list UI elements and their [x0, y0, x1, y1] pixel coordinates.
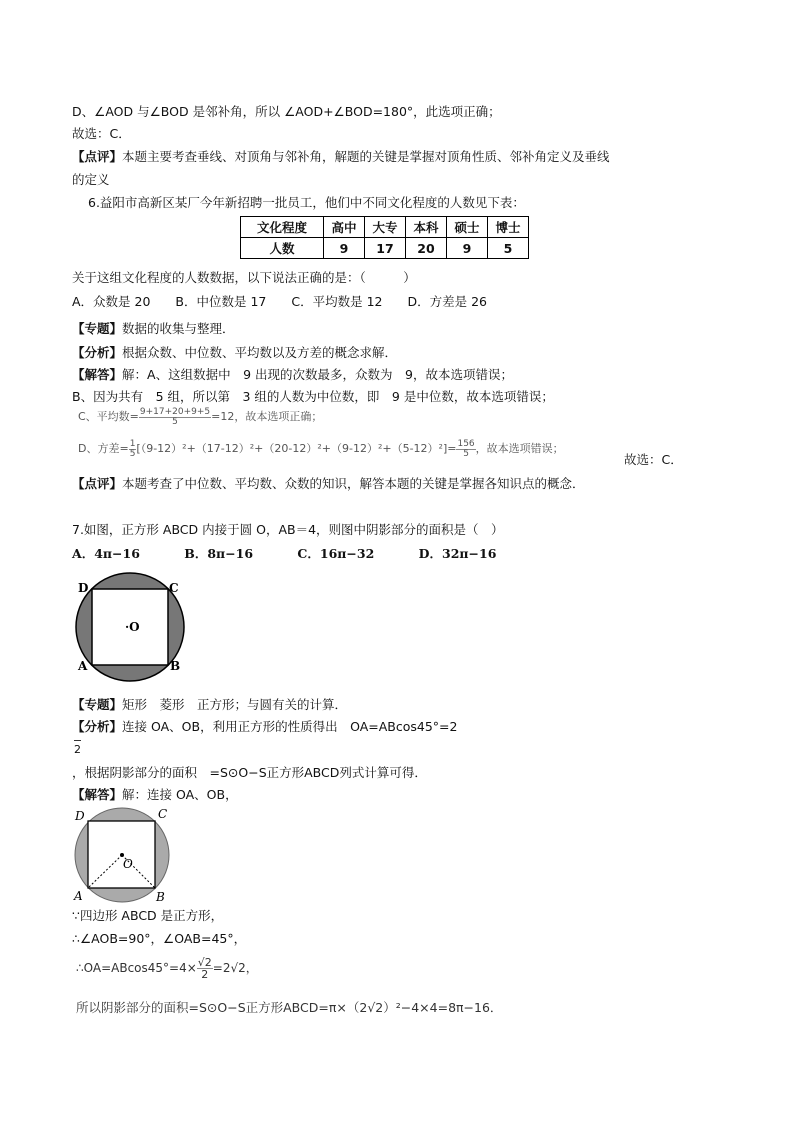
sol-d-prefix: D、方差= — [78, 442, 129, 455]
fraction-den: 5 — [463, 448, 469, 459]
label-o: O — [123, 857, 133, 871]
q6-review — [72, 476, 585, 492]
topic-tag: 【专题】 — [72, 697, 123, 712]
choose-answer-prev: 故选：C． — [72, 126, 131, 141]
label-b: B — [156, 890, 165, 904]
solution-text: 解：连接 OA、OB， — [122, 787, 238, 802]
q7-step1: ∵四边形 ABCD 是正方形， — [72, 908, 224, 923]
q7-analysis-cont: ，根据阴影部分的面积 =S⊙O−S正方形ABCD列式计算可得． — [72, 765, 427, 780]
table-col-header: 本科 — [406, 217, 447, 238]
q7-stem: 7.如图，正方形 ABCD 内接于圆 O，AB＝4，则图中阴影部分的面积是（ ） — [72, 522, 504, 537]
label-c: C — [169, 581, 179, 595]
table-col-header: 硕士 — [447, 217, 488, 238]
q6-solution-d — [78, 437, 564, 461]
table-col-header: 大专 — [365, 217, 406, 238]
figure-circle-square — [70, 572, 200, 682]
option-d: D．32π−16 — [418, 546, 497, 561]
fraction-num: 156 — [457, 438, 475, 449]
table-row — [241, 217, 529, 238]
topic-tag: 【专题】 — [72, 321, 123, 336]
analysis-tag: 【分析】 — [72, 719, 123, 734]
label-d: D — [75, 809, 85, 823]
label-b: B — [170, 659, 181, 673]
label-o: ·O — [125, 620, 140, 634]
q6-stem: 6.益阳市高新区某厂今年新招聘一批员工，他们中不同文化程度的人数见下表： — [88, 195, 525, 210]
fraction-num: √2 — [197, 956, 212, 969]
figure-solution — [70, 804, 180, 904]
q6-solution — [72, 367, 513, 383]
fraction — [139, 408, 211, 427]
table-row — [241, 238, 529, 259]
table-row-label: 人数 — [241, 238, 324, 259]
q7-analysis — [72, 719, 457, 735]
solution-text: 解：A、这组数据中 9 出现的次数最多，众数为 9，故本选项错误； — [122, 367, 513, 382]
fraction-den: 5 — [129, 448, 136, 459]
sol-c-suffix: =12，故本选项正确； — [211, 410, 323, 423]
sol-c-prefix: C、平均数= — [78, 410, 139, 423]
topic-text: 数据的收集与整理． — [122, 321, 235, 336]
fraction-num: 1 — [129, 438, 136, 449]
analysis-tag: 【分析】 — [72, 345, 123, 360]
solution-tag: 【解答】 — [72, 367, 123, 382]
q7-options — [72, 546, 496, 562]
option-a: A．4π−16 — [72, 546, 140, 561]
fraction-den: 2 — [201, 968, 209, 981]
q6-options: A．众数是 20 B．中位数是 17 C．平均数是 12 D．方差是 26 — [72, 294, 487, 309]
d-conclusion: D、∠AOD 与∠BOD 是邻补角，所以 ∠AOD+∠BOD=180°，此选项正确； — [72, 104, 501, 119]
table-col-header: 高中 — [324, 217, 365, 238]
review-text: 本题主要考查垂线、对顶角与邻补角，解题的关键是掌握对顶角性质、邻补角定义及垂线 — [122, 149, 610, 164]
review-prev — [72, 149, 610, 165]
analysis-text: 连接 OA、OB，利用正方形的性质得出 OA=ABcos45°=2 — [122, 719, 458, 734]
label-c: C — [158, 807, 168, 821]
q7-step4: 所以阴影部分的面积=S⊙O−S正方形ABCD=π×（2√2）²−4×4=8π−16． — [76, 1000, 503, 1015]
sol-d-body: [（9-12）²+（17-12）²+（20-12）²+（9-12）²+（5-12）²]= — [136, 442, 457, 455]
q6-analysis — [72, 345, 397, 361]
q7-step2: ∴∠AOB=90°，∠OAB=45°， — [72, 931, 247, 946]
table-cell: 9 — [447, 238, 488, 259]
step3-suffix: =2√2， — [212, 961, 258, 975]
table-cell: 20 — [406, 238, 447, 259]
review-tag: 【点评】 — [72, 476, 123, 491]
option-b: B．8π−16 — [184, 546, 254, 561]
q6-solution-b: B、因为共有 5 组，所以第 3 组的人数为中位数，即 9 是中位数，故本选项错误； — [72, 389, 554, 404]
q6-choose: 故选：C． — [624, 452, 683, 467]
q6-topic — [72, 321, 235, 337]
review-tag: 【点评】 — [72, 149, 123, 164]
q6-question: 关于这组文化程度的人数数据，以下说法正确的是：（ ） — [72, 270, 416, 285]
table-cell: 9 — [324, 238, 365, 259]
topic-text: 矩形 菱形 正方形；与圆有关的计算． — [122, 697, 348, 712]
label-a: A — [74, 889, 83, 903]
analysis-text: 根据众数、中位数、平均数以及方差的概念求解． — [122, 345, 398, 360]
step3-prefix: ∴OA=ABcos45°=4× — [76, 961, 197, 975]
review-prev-cont: 的定义 — [72, 172, 110, 187]
fraction — [197, 957, 213, 980]
option-c: C．16π−32 — [297, 546, 375, 561]
table-header-label: 文化程度 — [241, 217, 324, 238]
education-table — [240, 216, 529, 259]
sol-d-suffix: ，故本选项错误； — [475, 442, 564, 455]
solution-tag: 【解答】 — [72, 787, 123, 802]
q7-solution — [72, 787, 238, 803]
q6-solution-c — [78, 406, 322, 428]
fraction — [456, 440, 475, 459]
review-text: 本题考查了中位数、平均数、众数的知识，解答本题的关键是掌握各知识点的概念． — [122, 476, 585, 491]
fraction-num: 9+17+20+9+5 — [139, 406, 211, 417]
q7-analysis-fraction: 2 — [74, 740, 81, 758]
label-a: A — [78, 659, 88, 673]
table-col-header: 博士 — [488, 217, 529, 238]
q7-topic — [72, 697, 347, 713]
fraction-den: 5 — [172, 416, 178, 427]
table-cell: 5 — [488, 238, 529, 259]
label-d: D — [78, 581, 89, 595]
q7-step3 — [76, 954, 258, 982]
table-cell: 17 — [365, 238, 406, 259]
